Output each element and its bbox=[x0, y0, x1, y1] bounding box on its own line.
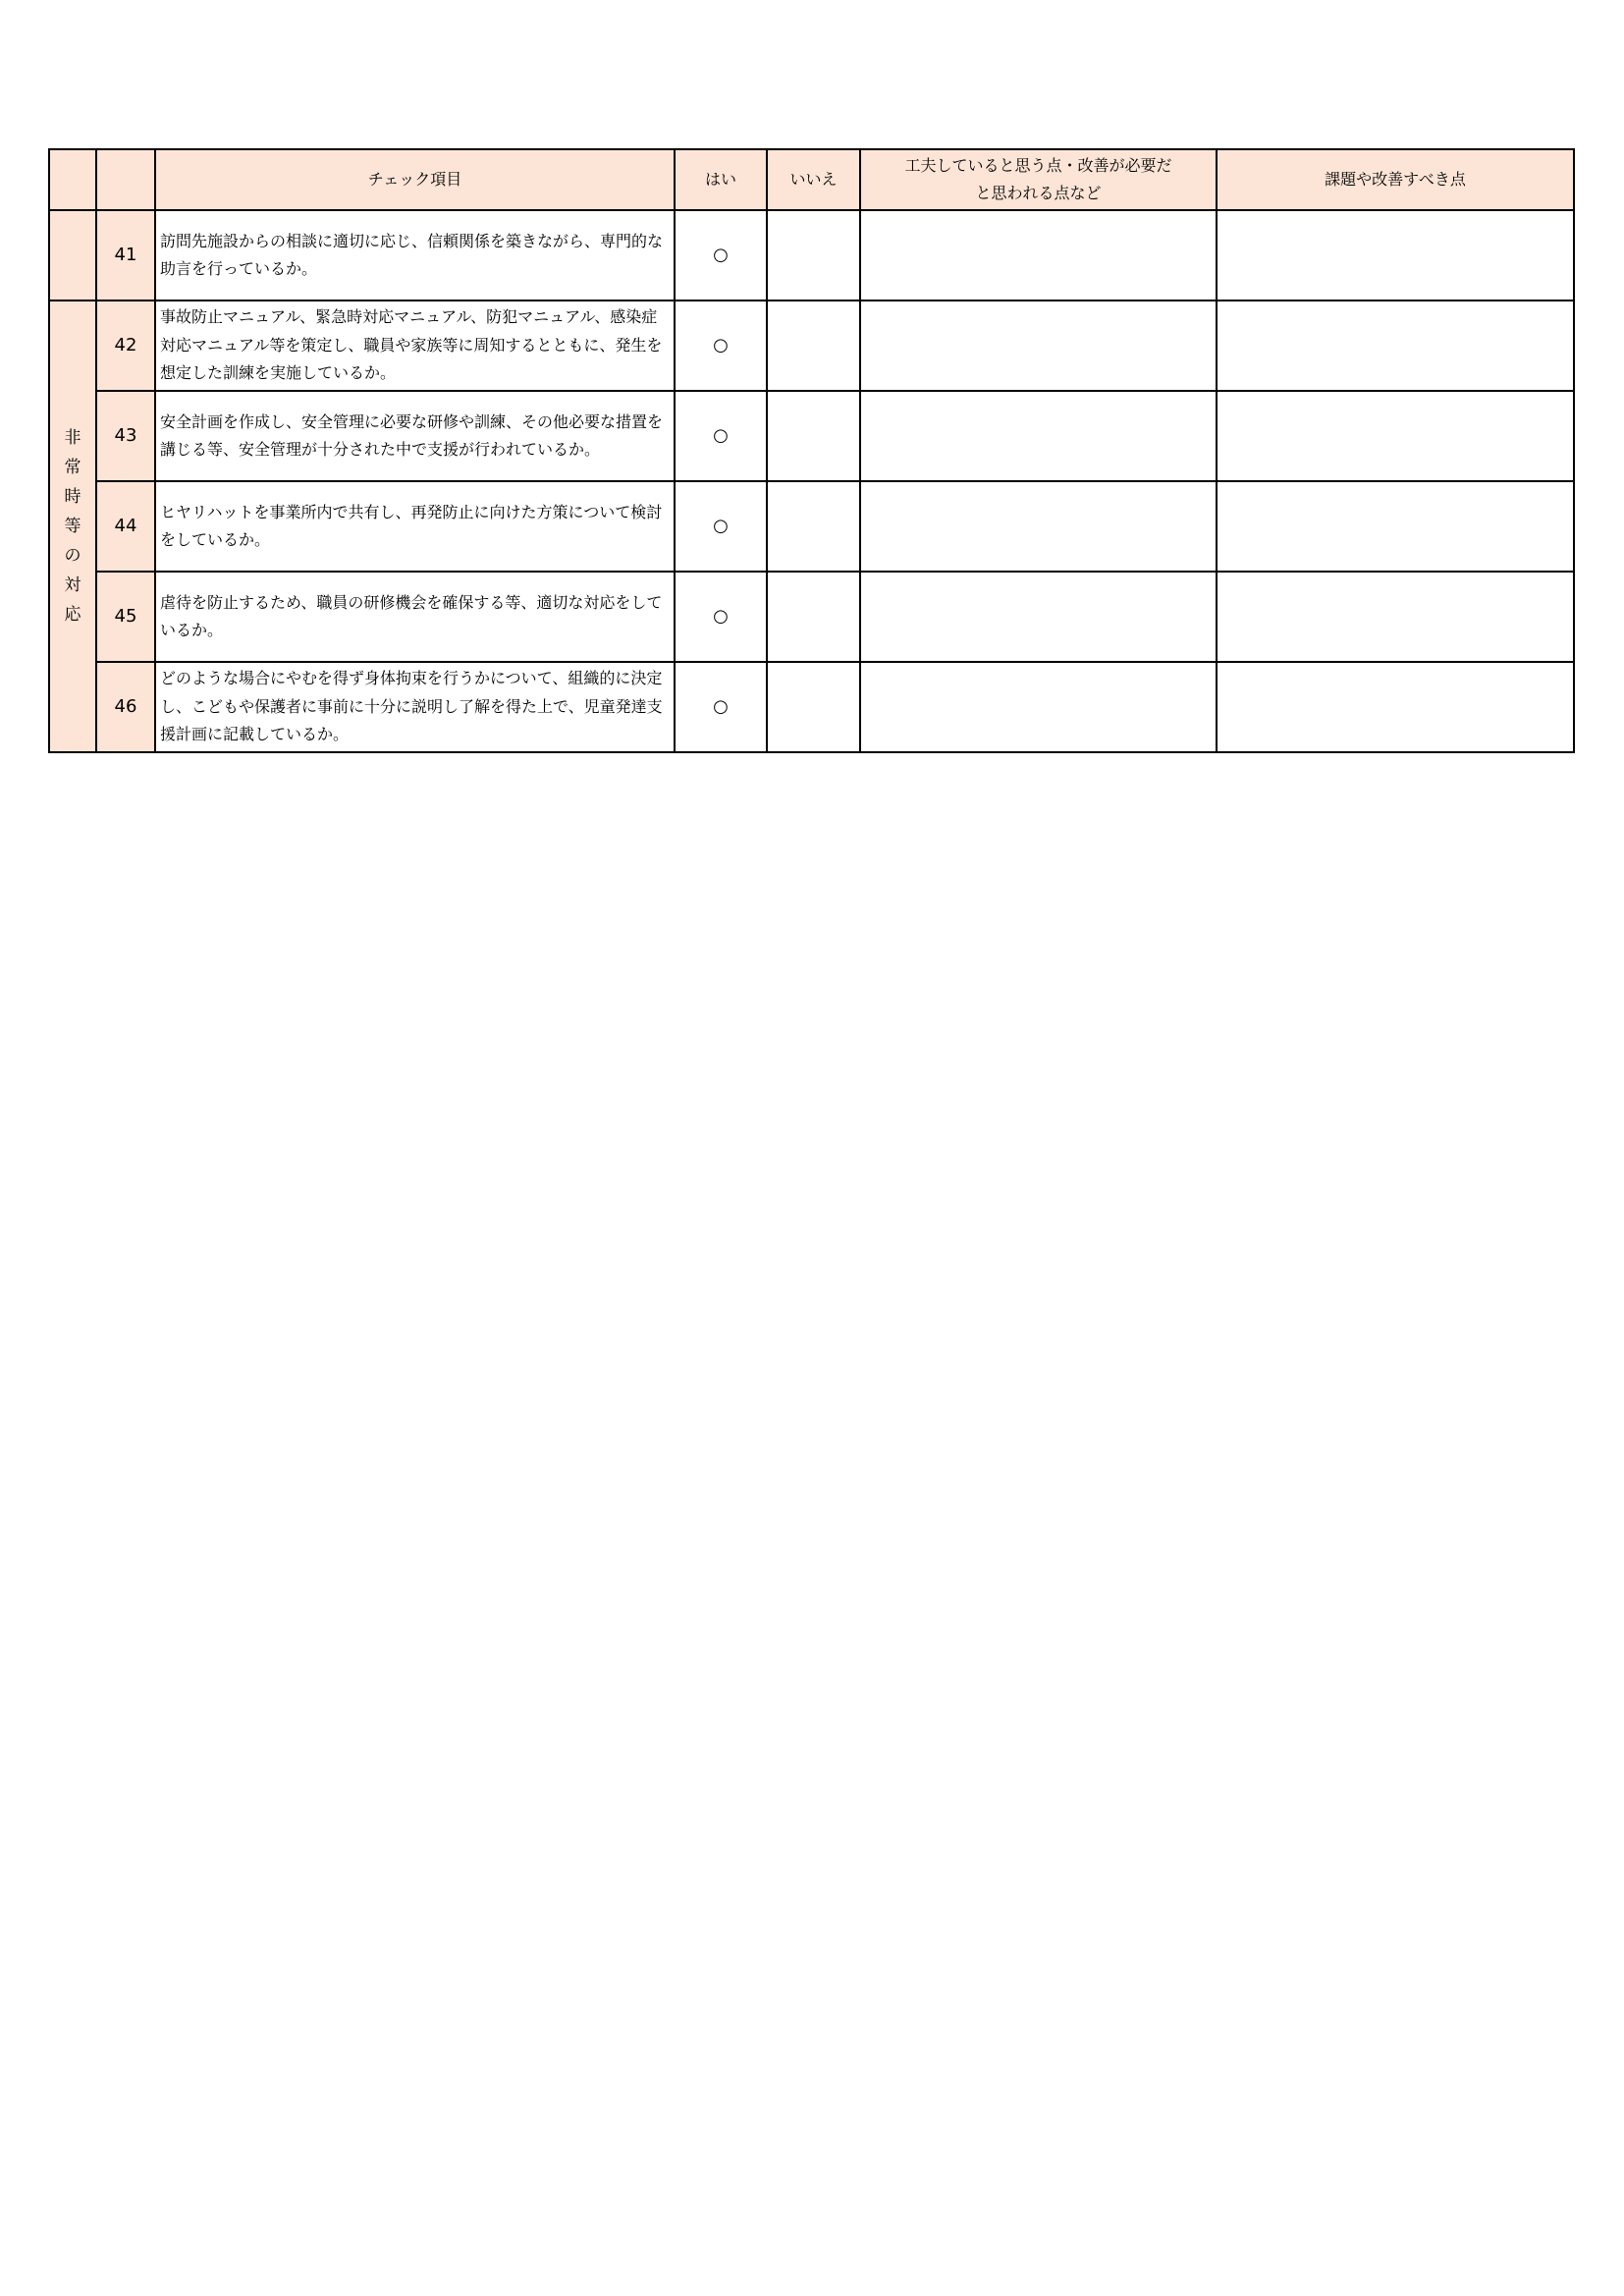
item-number: 43 bbox=[96, 391, 155, 481]
header-good-points: 工夫していると思う点・改善が必要だと思われる点など bbox=[860, 149, 1217, 210]
item-text: どのような場合にやむを得ず身体拘束を行うかについて、組織的に決定し、こどもや保護者に事前に十分に説明し了解を得た上で、児童発達支援計画に記載しているか。 bbox=[155, 662, 675, 752]
good-points-cell[interactable] bbox=[860, 481, 1217, 572]
header-row bbox=[49, 149, 1574, 210]
category-label: 非常時等の対応 bbox=[64, 428, 81, 625]
issues-cell[interactable] bbox=[1217, 481, 1574, 572]
item-number: 42 bbox=[96, 301, 155, 391]
item-number: 41 bbox=[96, 210, 155, 301]
checklist-table bbox=[48, 148, 1575, 753]
table-row bbox=[49, 662, 1574, 752]
category-cell bbox=[49, 301, 96, 752]
good-points-cell[interactable] bbox=[860, 572, 1217, 662]
yes-cell[interactable]: ○ bbox=[675, 210, 767, 301]
good-points-cell[interactable] bbox=[860, 662, 1217, 752]
no-cell[interactable] bbox=[767, 391, 860, 481]
table-row bbox=[49, 572, 1574, 662]
issues-cell[interactable] bbox=[1217, 210, 1574, 301]
item-number: 44 bbox=[96, 481, 155, 572]
table-row bbox=[49, 391, 1574, 481]
item-text: ヒヤリハットを事業所内で共有し、再発防止に向けた方策について検討をしているか。 bbox=[155, 481, 675, 572]
issues-cell[interactable] bbox=[1217, 301, 1574, 391]
item-text: 安全計画を作成し、安全管理に必要な研修や訓練、その他必要な措置を講じる等、安全管理が十分された中で支援が行われているか。 bbox=[155, 391, 675, 481]
header-number bbox=[96, 149, 155, 210]
item-text: 虐待を防止するため、職員の研修機会を確保する等、適切な対応をしているか。 bbox=[155, 572, 675, 662]
table-row bbox=[49, 481, 1574, 572]
item-number: 46 bbox=[96, 662, 155, 752]
no-cell[interactable] bbox=[767, 662, 860, 752]
header-no: いいえ bbox=[767, 149, 860, 210]
header-check-item: チェック項目 bbox=[155, 149, 675, 210]
issues-cell[interactable] bbox=[1217, 391, 1574, 481]
category-cell bbox=[49, 210, 96, 301]
yes-cell[interactable]: ○ bbox=[675, 662, 767, 752]
header-category bbox=[49, 149, 96, 210]
table-row bbox=[49, 210, 1574, 301]
item-number: 45 bbox=[96, 572, 155, 662]
header-issues: 課題や改善すべき点 bbox=[1217, 149, 1574, 210]
item-text: 訪問先施設からの相談に適切に応じ、信頼関係を築きながら、専門的な助言を行っているか。 bbox=[155, 210, 675, 301]
item-text: 事故防止マニュアル、緊急時対応マニュアル、防犯マニュアル、感染症対応マニュアル等を策定し、職員や家族等に周知するとともに、発生を想定した訓練を実施しているか。 bbox=[155, 301, 675, 391]
good-points-cell[interactable] bbox=[860, 391, 1217, 481]
no-cell[interactable] bbox=[767, 301, 860, 391]
header-yes: はい bbox=[675, 149, 767, 210]
no-cell[interactable] bbox=[767, 572, 860, 662]
yes-cell[interactable]: ○ bbox=[675, 481, 767, 572]
yes-cell[interactable]: ○ bbox=[675, 301, 767, 391]
good-points-cell[interactable] bbox=[860, 210, 1217, 301]
table-row bbox=[49, 301, 1574, 391]
yes-cell[interactable]: ○ bbox=[675, 572, 767, 662]
issues-cell[interactable] bbox=[1217, 662, 1574, 752]
good-points-cell[interactable] bbox=[860, 301, 1217, 391]
no-cell[interactable] bbox=[767, 481, 860, 572]
yes-cell[interactable]: ○ bbox=[675, 391, 767, 481]
issues-cell[interactable] bbox=[1217, 572, 1574, 662]
no-cell[interactable] bbox=[767, 210, 860, 301]
